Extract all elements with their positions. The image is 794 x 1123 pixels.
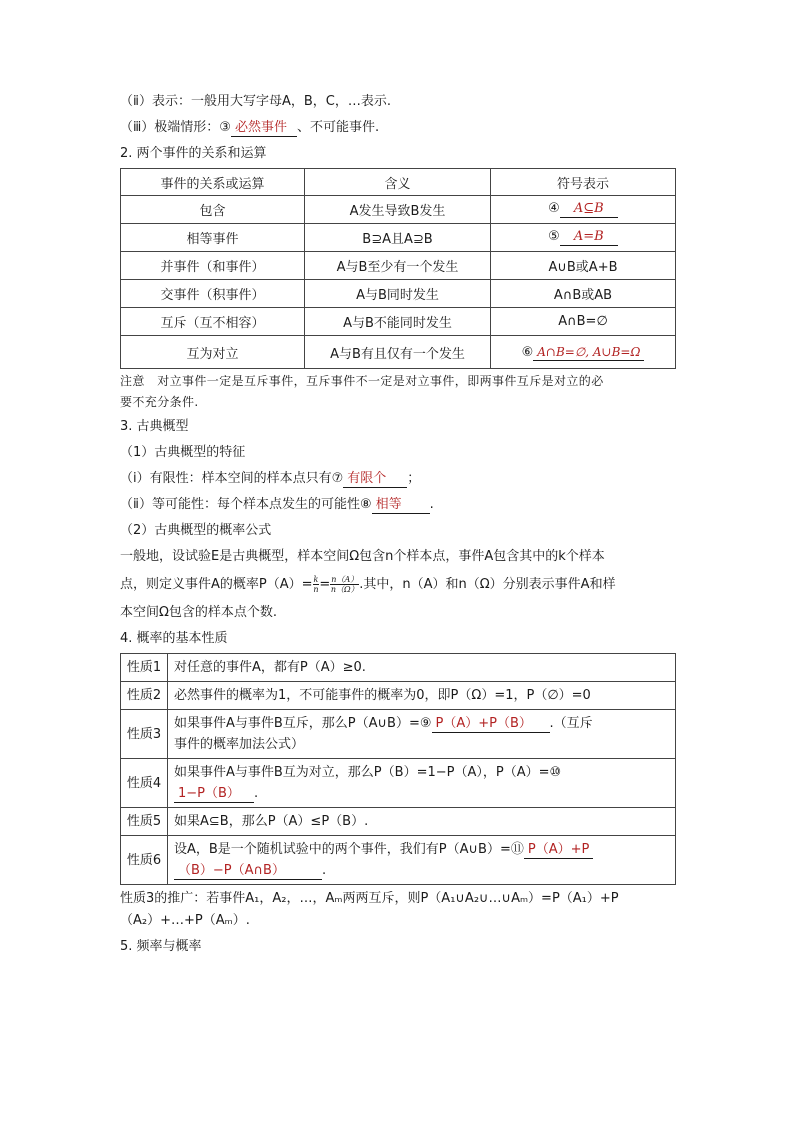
header-symbol: 符号表示	[491, 169, 676, 196]
subheading-features: （1）古典概型的特征	[120, 445, 246, 460]
answer-blank-9: P（A）+P（B）	[432, 716, 550, 733]
table-row: 交事件（积事件） A与B同时发生 A∩B或AB	[121, 280, 676, 308]
table-row: 包含 A发生导致B发生 ④ A⊆B	[121, 196, 676, 224]
section-4-heading: 4. 概率的基本性质	[120, 631, 228, 646]
table-row: 性质6 设A，B是一个随机试验中的两个事件，我们有P（A∪B）=⑪ P（A）+P （B）−P（A∩B） .	[121, 836, 676, 885]
note-paragraph: 注意 对立事件一定是互斥事件，互斥事件不一定是对立事件，即两事件互斥是对立的必 要不充分条件.	[120, 374, 604, 409]
answer-blank-3: 必然事件	[231, 120, 297, 137]
fraction-nA-over-nOmega: $\frac{n(A)}{n(\Omega)}$	[330, 575, 359, 594]
table-row: 性质4 如果事件A与事件B互为对立，那么P（B）=1−P（A），P（A）=⑩ 1−P（B） .	[121, 759, 676, 808]
answer-blank-11b: （B）−P（A∩B）	[174, 863, 322, 880]
table-row: 相等事件 B⊇A且A⊇B ⑤ A=B	[121, 224, 676, 252]
answer-blank-8: 相等	[372, 497, 430, 514]
answer-blank-6: A∩B=∅, A∪B=Ω	[533, 344, 644, 361]
header-meaning: 含义	[305, 169, 491, 196]
extreme-cases-line: （ⅲ）极端情形：③ 必然事件 、不可能事件.	[120, 120, 380, 135]
section-2-heading: 2. 两个事件的关系和运算	[120, 146, 267, 161]
table-row: 性质3 如果事件A与事件B互斥，那么P（A∪B）=⑨ P（A）+P（B） .（互斥 事件的概率加法公式）	[121, 710, 676, 759]
answer-blank-5: A=B	[560, 229, 618, 246]
probability-properties-table	[120, 653, 676, 885]
answer-blank-10: 1−P（B）	[174, 786, 254, 803]
answer-blank-11a: P（A）+P	[524, 842, 593, 859]
table-row: 性质5 如果A⊆B，那么P（A）≤P（B）.	[121, 808, 676, 836]
section-5-heading: 5. 频率与概率	[120, 939, 202, 954]
section-3-heading: 3. 古典概型	[120, 419, 189, 434]
table-row: 并事件（和事件） A与B至少有一个发生 A∪B或A+B	[121, 252, 676, 280]
formula-paragraph-line-1: 一般地，设试验E是古典概型，样本空间Ω包含n个样本点，事件A包含其中的k个样本	[120, 549, 605, 564]
notation-line: （ⅱ）表示：一般用大写字母A，B，C，…表示.	[120, 94, 391, 109]
table-row: 互为对立 A与B有且仅有一个发生 ⑥ A∩B=∅, A∪B=Ω	[121, 336, 676, 369]
formula-paragraph-line-2: 点，则定义事件A的概率P（A）= $\frac{k}{n}$ = $\frac{n(A)}{n(\Omega)}$ .其中，n（A）和n（Ω）分别表示事件A和样	[120, 575, 616, 594]
table-row: 性质1 对任意的事件A，都有P（A）≥0.	[121, 654, 676, 682]
answer-blank-4: A⊆B	[560, 201, 618, 218]
fraction-k-over-n: $\frac{k}{n}$	[313, 575, 319, 594]
subheading-formula: （2）古典概型的概率公式	[120, 523, 272, 538]
table-row: 互斥（互不相容） A与B不能同时发生 A∩B=∅	[121, 308, 676, 336]
equal-likelihood-line: （ⅱ）等可能性：每个样本点发生的可能性⑧ 相等 .	[120, 497, 434, 512]
answer-blank-7: 有限个	[343, 471, 407, 488]
table-row: 性质2 必然事件的概率为1，不可能事件的概率为0，即P（Ω）=1，P（∅）=0	[121, 682, 676, 710]
header-relation: 事件的关系或运算	[121, 169, 305, 196]
extension-line-2: （A₂）+…+P（Aₘ）.	[120, 913, 250, 928]
table-header-row	[121, 169, 676, 196]
formula-paragraph-line-3: 本空间Ω包含的样本点个数.	[120, 605, 278, 620]
finiteness-line: （ⅰ）有限性：样本空间的样本点只有⑦ 有限个 ；	[120, 471, 421, 486]
event-relations-table	[120, 168, 676, 369]
document-page	[120, 92, 676, 963]
extension-line-1: 性质3的推广：若事件A₁，A₂，…，Aₘ两两互斥，则P（A₁∪A₂∪…∪Aₘ）=P（A₁）+P	[120, 891, 619, 906]
